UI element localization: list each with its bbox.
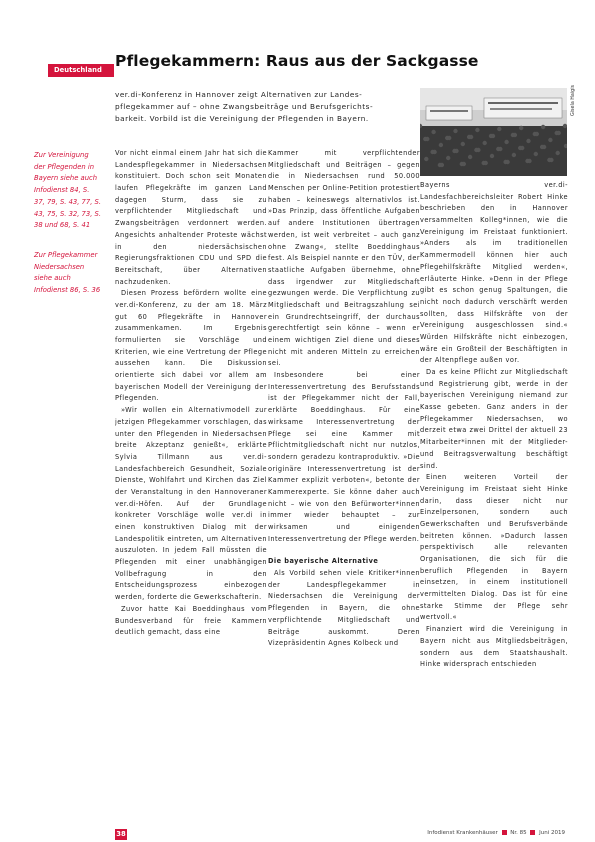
crowd-head <box>519 126 523 130</box>
crowd-head <box>431 130 435 134</box>
crowd-head <box>460 162 464 166</box>
crowd-head <box>511 133 515 137</box>
crowd-head <box>424 157 428 161</box>
crowd-head <box>504 140 508 144</box>
body-paragraph: Diesen Prozess befördern wollte eine ver.di-Konferenz, zu der am 18. März gut 60 Pflegekräfte in Hannover zusammenkamen. Im Ergebnis formulierten sie Vorschläge und Kriterien, wie eine Vertretung der Pflege aussehen kann. Die Diskussion orientierte sich dabei vor allem am bayerischen Modell der Vereinigung der Pflegenden. <box>115 289 267 403</box>
crowd-head <box>503 160 507 164</box>
crowd-head <box>548 138 552 142</box>
crowd-head <box>525 159 529 163</box>
footer-separator-icon <box>530 830 535 835</box>
crowd-head <box>547 158 551 162</box>
crowd-head <box>533 132 537 136</box>
article-column-2 <box>268 148 420 668</box>
crowd-head <box>430 150 434 154</box>
crowd-head <box>482 161 486 165</box>
footer-publication <box>427 830 565 836</box>
crowd-head <box>439 143 443 147</box>
sidebar-notes <box>34 150 102 315</box>
article-column-3 <box>420 180 568 825</box>
demonstration-photo <box>420 88 567 176</box>
crowd-head <box>423 137 427 141</box>
crowd-head <box>468 155 472 159</box>
crowd-head <box>453 129 457 133</box>
issue-date: Juni 2019 <box>539 830 565 836</box>
crowd-head <box>452 149 456 153</box>
crowd-head <box>497 127 501 131</box>
crowd-head <box>526 139 530 143</box>
crowd-head <box>540 145 544 149</box>
crowd-head <box>475 128 479 132</box>
crowd-head <box>461 142 465 146</box>
crowd-head <box>474 148 478 152</box>
body-paragraph: Bayerns ver.di-Landesfachbereichsleiter Robert Hinke beschrieben den in Hannover versammelten Kolleg*innen, wie die Vereinigung im Freistaat funktioniert. »Anders als im traditionellen Kammermodell können hier auch Pflegehilfskräfte Mitglied werden«, erläuterte Hinke. »Denn in der Pflege gibt es schon genug Spaltungen, die nicht noch dadurch verschärft werden sollten, dass Hilfskräfte von der Vereinigung ausgeschlossen sind.« Würden Hilfskräfte nicht einbezogen, wäre ein Großteil der Beschäftigten in der Altenpflege außen vor. <box>420 181 568 365</box>
crowd-head <box>483 141 487 145</box>
crowd-head <box>541 125 545 129</box>
page-title: Pflegekammern: Raus aus der Sackgasse <box>115 52 479 70</box>
page-number: 38 <box>116 830 126 838</box>
sidebar-note: Zur Vereinigung der Pflegenden in Bayern siehe auch Infodienst 84, S. 37, 79, S. 43, 77, S. 43, 75, S. 32, 73, S. 38 und 68, S. 41 <box>34 151 101 230</box>
body-paragraph: Zuvor hatte Kai Boeddinghaus vom Bundesverband für freie Kammern deutlich gemacht, dass eine <box>115 604 267 637</box>
crowd-head <box>534 152 538 156</box>
issue-number: Nr. 85 <box>510 830 527 836</box>
protest-crowd-image <box>420 88 567 176</box>
body-paragraph: Vor nicht einmal einem Jahr hat sich die Landespflegekammer in Niedersachsen konstituiert. Doch schon seit Monaten laufen Pflegekräfte im ganzen Land dagegen Sturm, dass sie zu verpflichtender Mitgliedschaft und Zwangsbeiträgen verdonnert werden. Angesichts anhaltender Proteste wächst in den niedersächsischen Regierungsfraktionen CDU und SPD die Bereitschaft, über Alternativen nachzudenken. <box>115 149 267 286</box>
body-paragraph: Als Vorbild sehen viele Kritiker*innen der Landespflegekammer in Niedersachsen die Vereinigung der Pflegenden in Bayern, die ohne verpflichtende Mitgliedschaft und Beiträge auskommt. Deren Vizepräsidentin Agnes Kolbeck und <box>268 569 420 648</box>
body-paragraph: Finanziert wird die Vereinigung in Bayern nicht aus Mitgliedsbeiträgen, sondern aus dem Staatshaushalt. Hinke widersprach entschieden <box>420 625 568 669</box>
crowd-head <box>496 147 500 151</box>
crowd-head <box>518 146 522 150</box>
crowd-head <box>490 154 494 158</box>
crowd-head <box>467 135 471 139</box>
article-column-1 <box>115 148 267 838</box>
crowd-head <box>555 131 559 135</box>
crowd-head <box>489 134 493 138</box>
body-paragraph: Insbesondere bei einer Interessenvertretung des Berufsstands ist der Pflegekammer nicht der Fall, erklärte Boeddinghaus. Für eine wirksame Interessenvertretung der Pflege sei eine Kammer mit Pflichtmitgliedschaft nicht nur nutzlos, sondern geradezu kontraproduktiv. »Die originäre Interessenvertretung ist der Kammer explizit verboten«, betonte der Kammerexperte. Sie könne daher auch nicht – wie von den Befürworter*innen immer wieder behauptet – zur wirksamen und einigenden Interessenvertretung der Pflege werden. <box>268 371 420 543</box>
lead-paragraph: ver.di-Konferenz in Hannover zeigt Alternativen zur Landes-pflegekammer auf – ohne Zwangsbeiträge und Berufsgerichts-barkeit. Vorbild ist die Vereinigung der Pflegenden in Bayern. <box>115 90 374 124</box>
crowd-head <box>446 156 450 160</box>
footer-separator-icon <box>502 830 507 835</box>
subheading: Die bayerische Alternative <box>268 557 379 566</box>
photo-credit: Gisela Haigis <box>571 84 576 116</box>
sidebar-note: Zur Pflegekammer Niedersachsen siehe auch Infodienst 86, S. 36 <box>34 250 101 295</box>
section-tag: Deutschland <box>48 64 114 77</box>
crowd-head <box>445 136 449 140</box>
body-paragraph: Kammer mit verpflichtender Mitgliedschaft und Beiträgen – gegen die in Niedersachsen rund 50.000 Menschen per Online-Petition protestiert haben – keineswegs alternativlos ist. »Das Prinzip, dass öffentliche Aufgaben auf andere Institutionen übertragen werden, ist weit verbreitet – auch ganz ohne Zwang«, stellte Boeddinghaus fest. Als Beispiel nannte er den TÜV, der staatliche Aufgaben übernehme, ohne dass irgendwer zur Mitgliedschaft gezwungen werde. Die Verpflichtung zu Mitgliedschaft und Beitragszahlung sei ein Grundrechtseingriff, der durchaus gerechtfertigt sein könne – wenn er einem wichtigen Ziel diene und dieses nicht mit anderen Mitteln zu erreichen sei. <box>268 149 420 368</box>
crowd-head <box>438 163 442 167</box>
crowd-head <box>556 151 560 155</box>
crowd-head <box>563 124 567 128</box>
crowd-head <box>512 153 516 157</box>
body-paragraph: »Wir wollen ein Alternativmodell zur jetzigen Pflegekammer vorschlagen, das unter den Pflegenden in Niedersachsen breite Akzeptanz genießt«, erklärte Sylvia Tillmann aus ver.di-Landesfachbereich Gesundheit, Soziale Dienste, Wohlfahrt und Kirchen das Ziel der Veranstaltung in den Hannoveraner ver.di-Höfen. Auf der Grundlage konkreter Vorschläge wolle ver.di in einen konstruktiven Dialog mit der Landespolitik eintreten, um Alternativen auszuloten. In jedem Fall müssten die Pflegenden mit einer unabhängigen Vollbefragung in den Entscheidungsprozess einbezogen werden, forderte die Gewerkschafterin. <box>115 406 267 602</box>
body-paragraph: Da es keine Pflicht zur Mitgliedschaft und Registrierung gibt, werde in der bayerischen Vereinigung niemand zur Kasse gebeten. Ganz anders in der Pflegekammer Niedersachsen, wo derzeit etwa zwei Drittel der aktuell 23 Mitarbeiter*innen mit der Mitglieder- und Beitragsverwaltung beschäftigt sind. <box>420 368 568 470</box>
body-paragraph: Einen weiteren Vorteil der Vereinigung im Freistaat sieht Hinke darin, dass dieser nicht nur Einzelpersonen, sondern auch Gewerkschaften und Berufsverbände beitreten können. »Dadurch lassen perspektivisch alle relevanten Organisationen, die sich für die beruflich Pflegenden in Bayern einsetzen, in einem institutionell vermittelten Dialog. Das ist für eine starke Stimme der Pflege sehr wertvoll.« <box>420 473 568 622</box>
publication-name: Infodienst Krankenhäuser <box>427 830 498 836</box>
